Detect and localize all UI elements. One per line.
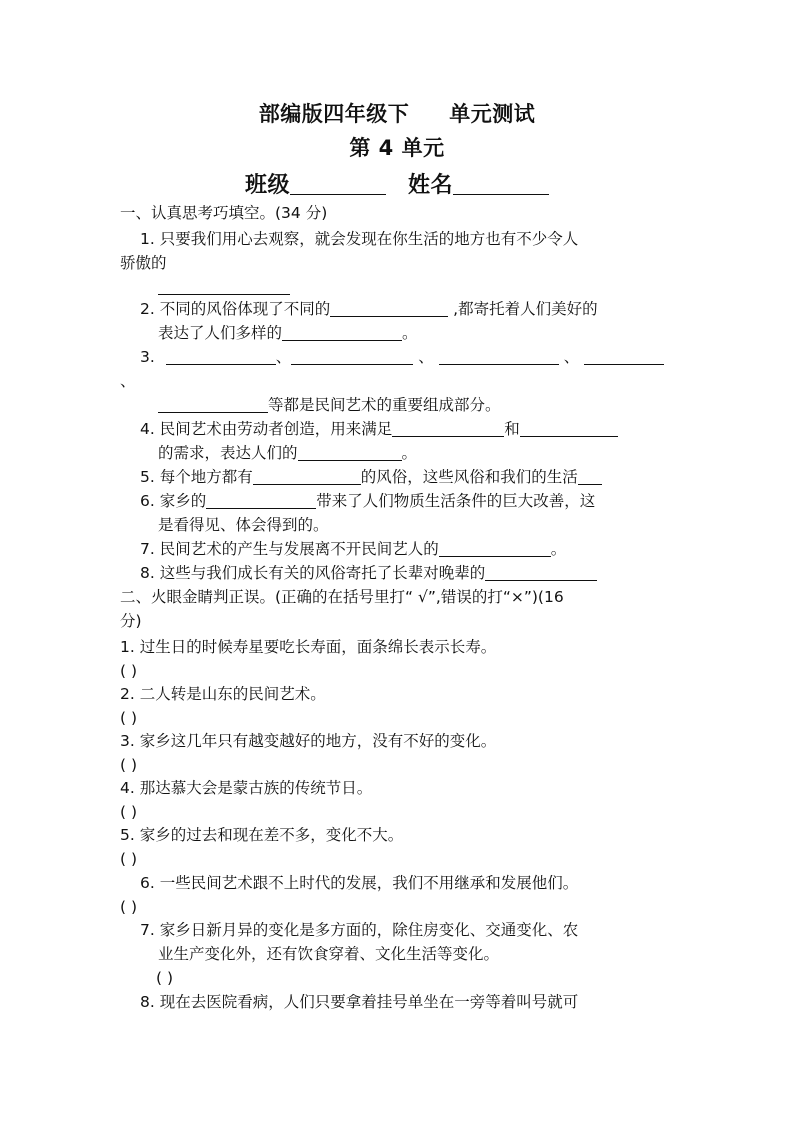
q4-text-c: 的需求，表达人们的 — [158, 444, 298, 462]
q5-number: 5. — [140, 468, 155, 486]
tf-q2: 2. 二人转是山东的民间艺术。 — [120, 685, 326, 703]
name-label: 姓名 — [408, 173, 454, 198]
tf-q3: 3. 家乡这几年只有越变越好的地方，没有不好的变化。 — [120, 732, 497, 750]
q2-text-d: 。 — [402, 324, 418, 342]
q6-text-a: 家乡的 — [159, 492, 207, 510]
tf-q8: 8. 现在去医院看病，人们只要拿着挂号单坐在一旁等着叫号就可 — [140, 993, 579, 1011]
q3-blank2[interactable] — [291, 348, 413, 365]
q6-text-b: 带来了人们物质生活条件的巨大改善，这 — [316, 492, 596, 510]
q7-blank[interactable] — [439, 540, 551, 557]
q3-blank1[interactable] — [166, 348, 276, 365]
q6-blank[interactable] — [206, 492, 316, 509]
q3-line2: 、 — [120, 372, 136, 390]
q2-number: 2. — [140, 300, 155, 318]
tf-q4-answer[interactable]: ( ) — [120, 803, 138, 821]
q1-line1: 1. 只要我们用心去观察，就会发现在你生活的地方也有不少令人 — [140, 230, 579, 248]
q3-text: 等都是民间艺术的重要组成部分。 — [268, 396, 501, 414]
q4-text-a: 民间艺术由劳动者创造，用来满足 — [159, 420, 393, 438]
tf-q5: 5. 家乡的过去和现在差不多，变化不大。 — [120, 826, 404, 844]
section1-heading: 一、认真思考巧填空。(34 分) — [120, 204, 328, 222]
q3-blank5[interactable] — [158, 396, 268, 413]
q3-sep1: 、 — [275, 348, 292, 366]
q2-blank1[interactable] — [330, 300, 448, 317]
q4-blank3[interactable] — [298, 444, 402, 461]
q5-text-a: 每个地方都有 — [159, 468, 253, 486]
q1-blank-line — [158, 276, 290, 298]
q6-number: 6. — [140, 492, 155, 510]
q4-line1 — [140, 418, 618, 440]
section2-heading-line2: 分) — [120, 612, 142, 630]
q3-number: 3. — [140, 348, 155, 366]
name-blank[interactable] — [453, 178, 549, 195]
q7-line — [140, 538, 566, 560]
q3-line1 — [140, 346, 664, 368]
q4-text-b: 和 — [504, 420, 520, 438]
tf-q2-answer[interactable]: ( ) — [120, 709, 138, 727]
q4-number: 4. — [140, 420, 155, 438]
q3-sep3: 、 — [563, 348, 580, 366]
q5-text-b: 的风俗，这些风俗和我们的生活 — [360, 468, 578, 486]
section2-heading-line1: 二、火眼金睛判正误。(正确的在括号里打“ √”,错误的打“×”)(16 — [120, 588, 564, 606]
q4-blank1[interactable] — [392, 420, 504, 437]
class-label: 班级 — [244, 173, 290, 198]
title-test: 单元测试 — [449, 102, 536, 126]
q7-text-a: 民间艺术的产生与发展离不开民间艺人的 — [159, 540, 439, 558]
q5-line — [140, 466, 602, 488]
q8-blank[interactable] — [485, 564, 597, 581]
q2-text-c: 表达了人们多样的 — [158, 324, 283, 342]
q5-blank1[interactable] — [253, 468, 361, 485]
q8-text-a: 这些与我们成长有关的风俗寄托了长辈对晚辈的 — [159, 564, 486, 582]
q7-number: 7. — [140, 540, 155, 558]
student-info — [0, 168, 794, 199]
tf-q7-line1: 7. 家乡日新月异的变化是多方面的，除住房变化、交通变化、农 — [140, 921, 579, 939]
q1-line2: 骄傲的 — [120, 254, 167, 272]
q2-blank2[interactable] — [282, 324, 402, 341]
q3-blank3[interactable] — [439, 348, 559, 365]
tf-q1: 1. 过生日的时候寿星要吃长寿面，面条绵长表示长寿。 — [120, 638, 497, 656]
title-grade: 部编版四年级下 — [258, 102, 410, 126]
tf-q3-answer[interactable]: ( ) — [120, 756, 138, 774]
worksheet-title — [0, 98, 794, 128]
q6-line2: 是看得见、体会得到的。 — [158, 516, 329, 534]
unit-title: 第 4 单元 — [349, 136, 445, 160]
tf-q4: 4. 那达慕大会是蒙古族的传统节日。 — [120, 779, 373, 797]
tf-q5-answer[interactable]: ( ) — [120, 850, 138, 868]
tf-q6: 6. 一些民间艺术跟不上时代的发展，我们不用继承和发展他们。 — [140, 874, 579, 892]
q3-sep2: 、 — [418, 348, 434, 366]
tf-q7-answer[interactable]: ( ) — [156, 969, 174, 987]
class-blank[interactable] — [290, 178, 386, 195]
q1-blank[interactable] — [158, 278, 290, 295]
q7-text-b: 。 — [550, 540, 567, 558]
q8-number: 8. — [140, 564, 155, 582]
q3-blank4[interactable] — [584, 348, 664, 365]
q5-blank2[interactable] — [578, 468, 602, 485]
q8-line — [140, 562, 597, 584]
q2-text-a: 不同的风俗体现了不同的 — [159, 300, 331, 318]
tf-q1-answer[interactable]: ( ) — [120, 662, 138, 680]
q2-line1 — [140, 298, 598, 320]
q2-line2 — [158, 322, 418, 344]
q6-line1 — [140, 490, 595, 512]
tf-q6-answer[interactable]: ( ) — [120, 898, 138, 916]
tf-q7-line2: 业生产变化外，还有饮食穿着、文化生活等变化。 — [158, 945, 500, 963]
q2-text-b: ,都寄托着人们美好的 — [448, 300, 598, 318]
q4-blank2[interactable] — [520, 420, 618, 437]
q4-text-d: 。 — [401, 444, 418, 462]
q3-line3 — [158, 394, 501, 416]
q4-line2 — [158, 442, 417, 464]
